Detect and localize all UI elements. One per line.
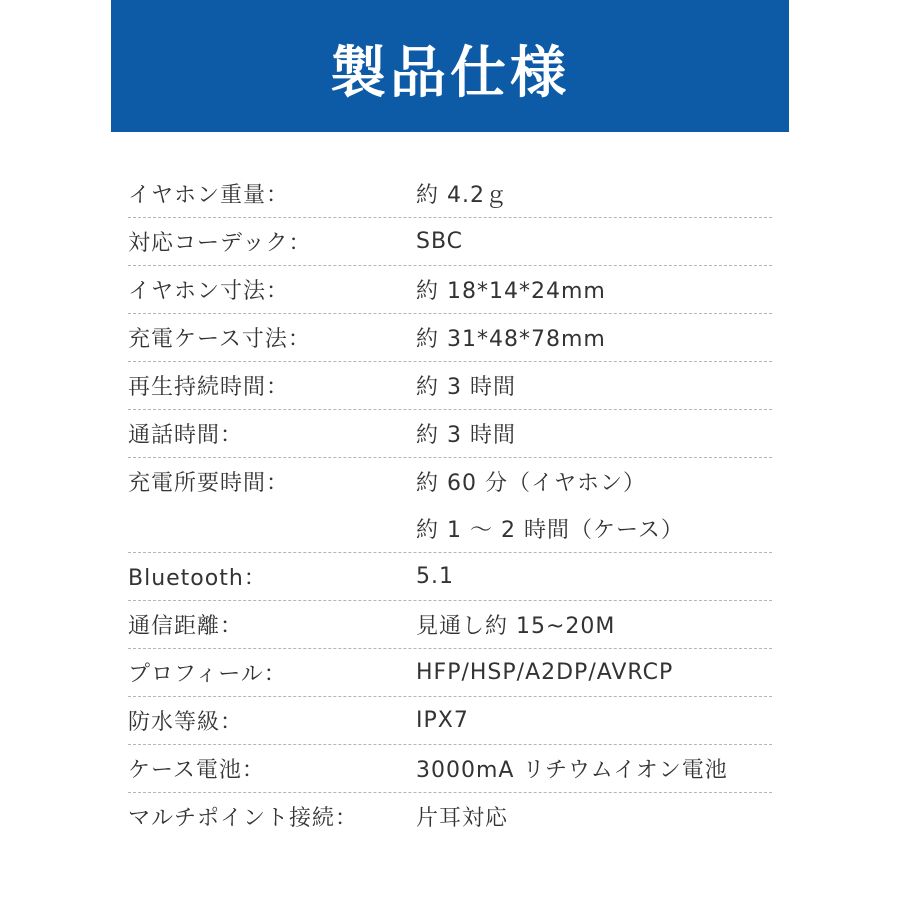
spec-row-range [128,601,772,649]
spec-value: 約 4.2ｇ [416,183,508,208]
spec-value: 片耳対応 [416,806,509,831]
spec-label: 対応コーデック： [128,231,312,256]
spec-value: 約 60 分（イヤホン） [416,471,646,496]
spec-value: SBC [416,229,464,254]
page-title: 製品仕様 [330,41,570,106]
spec-row-talk-time [128,410,772,458]
spec-value: 約 3 時間 [416,375,516,400]
spec-row-earphone-size [128,266,772,314]
spec-row-bluetooth [128,553,772,601]
spec-row-charge-time [128,458,772,553]
spec-label: イヤホン重量： [128,183,290,208]
spec-label: イヤホン寸法： [128,279,290,304]
spec-row-profile [128,649,772,697]
spec-label: 充電ケース寸法： [128,327,311,352]
spec-value: 見通し約 15~20M [416,614,616,639]
spec-row-multipoint [128,793,772,840]
spec-label: 通信距離： [128,614,244,639]
spec-value: 約 3 時間 [416,423,516,448]
spec-label: 充電所要時間： [128,471,290,496]
spec-value: HFP/HSP/A2DP/AVRCP [416,660,674,685]
spec-value: IPX7 [416,708,469,733]
spec-label: 通話時間： [128,423,244,448]
spec-label: ケース電池： [128,758,265,783]
spec-value: 5.1 [416,564,454,589]
spec-table [128,170,772,840]
spec-row-playback-time [128,362,772,410]
spec-row-case-size [128,314,772,362]
spec-label: マルチポイント接続： [128,806,359,831]
spec-row-battery [128,745,772,793]
spec-label: Bluetooth： [128,566,267,591]
spec-value: 約 31*48*78mm [416,327,606,352]
spec-label: 再生持続時間： [128,375,290,400]
header-banner [111,0,789,132]
spec-row-codec [128,218,772,266]
spec-label: 防水等級： [128,710,244,735]
spec-value: 約 18*14*24mm [416,279,606,304]
spec-value-secondary: 約 1 ～ 2 時間（ケース） [416,518,684,543]
spec-row-waterproof [128,697,772,745]
spec-label: プロフィール： [128,662,287,687]
spec-row-weight [128,170,772,218]
spec-value: 3000mA リチウムイオン電池 [416,758,728,783]
